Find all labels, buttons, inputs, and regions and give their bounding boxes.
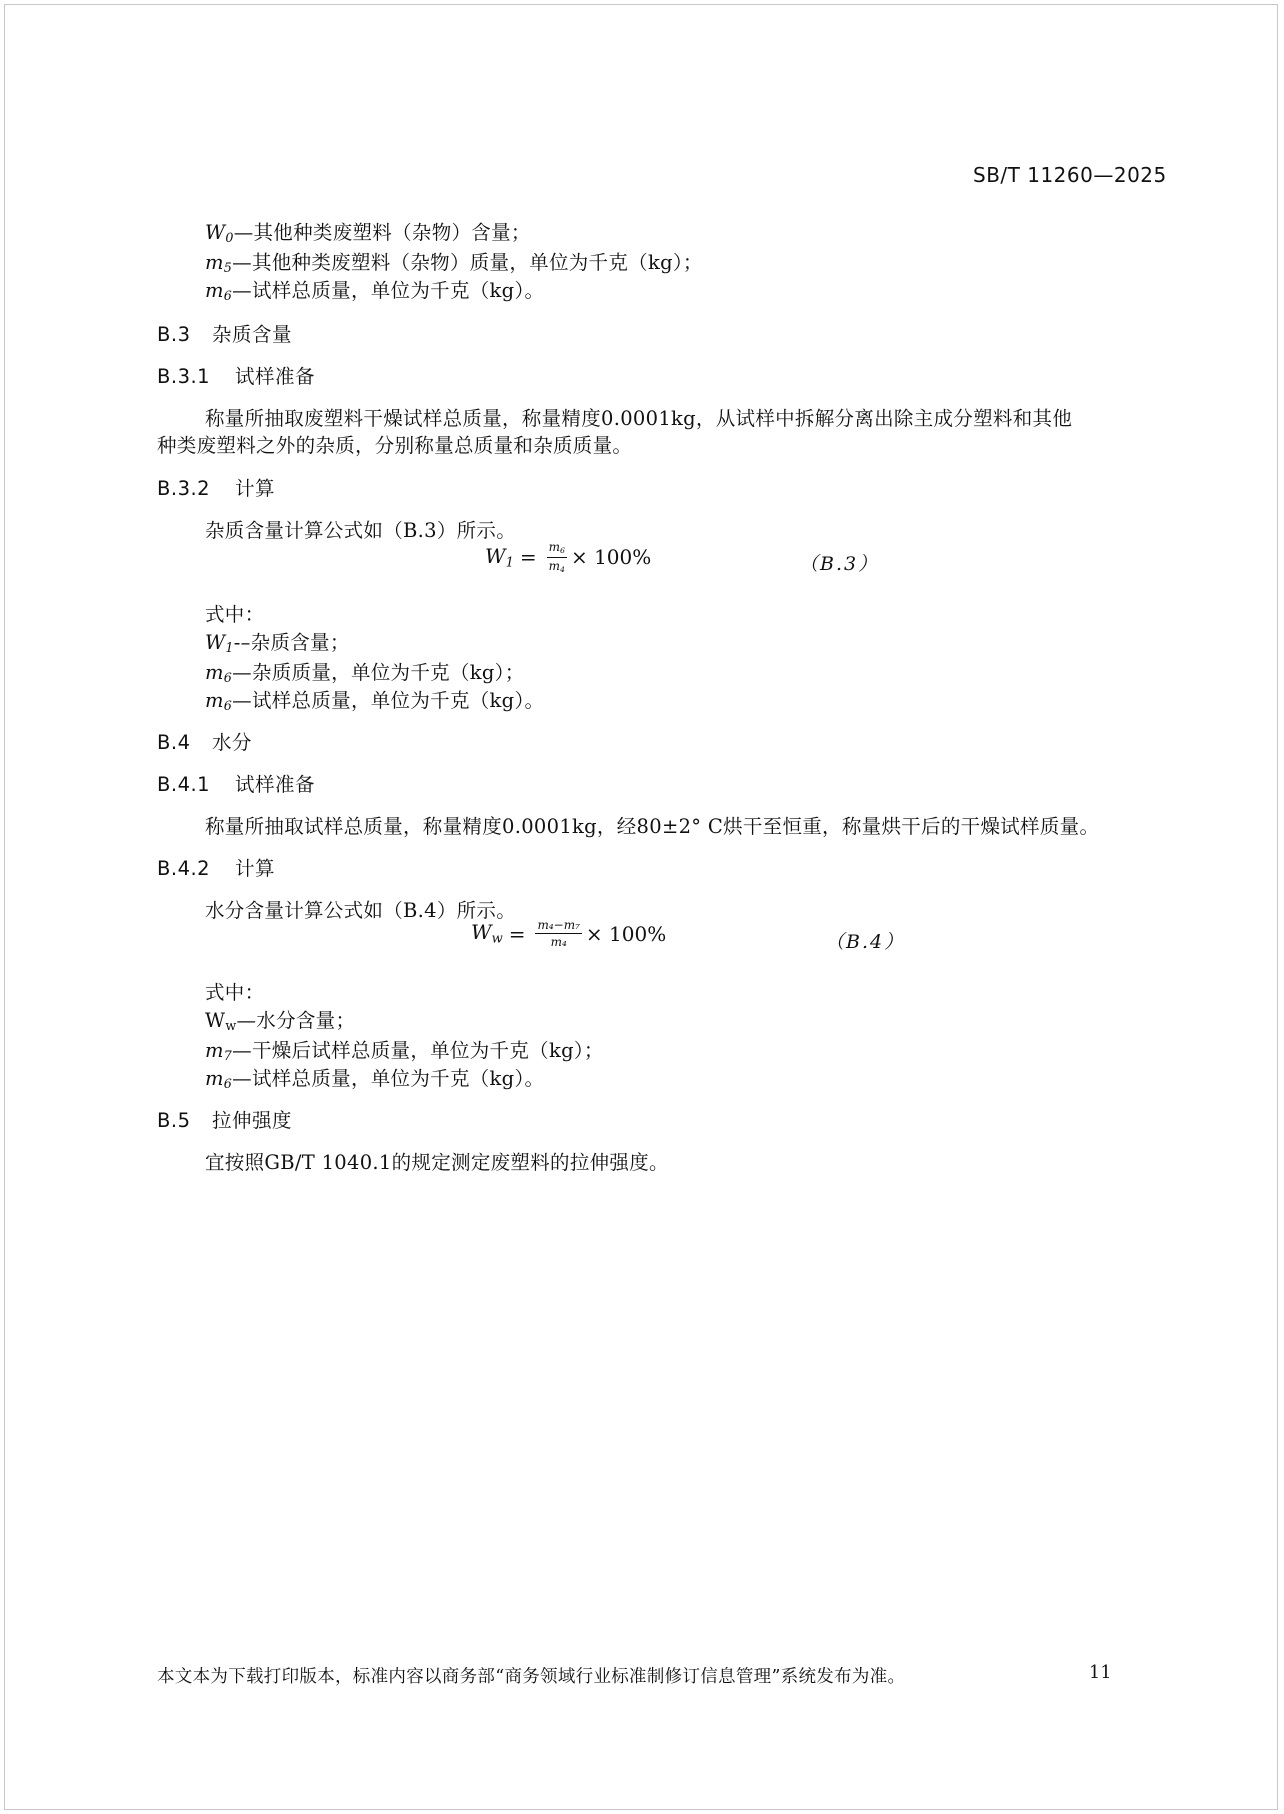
def-symbol: $W_0$: [205, 221, 234, 246]
section-title: 计算: [235, 857, 276, 880]
section-title: 拉伸强度: [212, 1109, 293, 1132]
where-label: 式中：: [205, 603, 265, 626]
def-line: [205, 627, 350, 655]
def-text: —水分含量；: [236, 1009, 356, 1032]
def-symbol: $W_1$: [205, 631, 234, 656]
def-symbol: $m_6$: [205, 689, 233, 714]
formula-lhs: $W_1$: [485, 544, 514, 571]
def-text: —试样总质量，单位为千克（kg）。: [232, 279, 545, 302]
def-line: [205, 685, 544, 713]
formula-rhs: × 100%: [570, 545, 652, 570]
def-text: —其他种类废塑料（杂物）质量，单位为千克（kg）；: [232, 251, 703, 274]
def-text: —试样总质量，单位为千克（kg）。: [232, 689, 545, 712]
def-line: [205, 275, 544, 303]
fraction: $\frac{m_6}{m_4}$: [548, 540, 565, 574]
footer-note: 本文本为下载打印版本，标准内容以商务部“商务领域行业标准制修订信息管理”系统发布为准。: [157, 1667, 906, 1687]
def-line: [205, 1063, 544, 1091]
def-line: [205, 1035, 604, 1063]
def-line: [205, 657, 525, 685]
paragraph-line: 种类废塑料之外的杂质，分别称量总质量和杂质质量。: [157, 434, 633, 457]
section-number: B.3.1: [157, 365, 211, 388]
section-heading-b5: [157, 1105, 292, 1133]
where-label: 式中：: [205, 981, 265, 1004]
def-line: [205, 247, 703, 275]
section-heading-b42: [157, 853, 275, 881]
section-heading-b32: [157, 473, 275, 501]
section-title: 杂质含量: [212, 323, 293, 346]
section-number: B.3.2: [157, 477, 211, 500]
formula-intro: 水分含量计算公式如（B.4）所示。: [205, 899, 517, 922]
def-text: —干燥后试样总质量，单位为千克（kg）；: [232, 1039, 604, 1062]
def-symbol: $m_6$: [205, 1067, 233, 1092]
def-symbol: $m_5$: [205, 251, 233, 276]
section-title: 试样准备: [235, 773, 316, 796]
def-symbol: $W_w$: [205, 1009, 237, 1034]
page-number: 11: [1089, 1663, 1112, 1683]
paragraph-line: 称量所抽取试样总质量，称量精度0.0001kg，经80±2° C烘干至恒重，称量烘干后的干燥试样质量。: [205, 815, 1100, 838]
section-number: B.4: [157, 731, 191, 754]
def-line: [205, 217, 531, 245]
def-symbol: $m_6$: [205, 661, 233, 686]
def-text: -–杂质含量；: [233, 631, 350, 654]
equation-number: （B.4）: [825, 931, 906, 953]
def-text: —杂质质量，单位为千克（kg）；: [232, 661, 525, 684]
section-heading-b41: [157, 769, 315, 797]
section-title: 水分: [212, 731, 253, 754]
equation-number: （B.3）: [799, 553, 880, 575]
section-heading-b3: [157, 319, 292, 347]
formula-b3: [485, 541, 651, 573]
section-number: B.3: [157, 323, 191, 346]
equals-sign: =: [519, 545, 537, 570]
section-number: B.4.2: [157, 857, 211, 880]
paragraph-line: 宜按照GB/T 1040.1的规定测定废塑料的拉伸强度。: [205, 1151, 669, 1174]
formula-b4: [471, 919, 666, 948]
def-symbol: $m_7$: [205, 1039, 233, 1064]
formula-rhs: × 100%: [585, 921, 667, 946]
equals-sign: =: [508, 921, 526, 946]
formula-intro: 杂质含量计算公式如（B.3）所示。: [205, 519, 517, 542]
standard-number: SB/T 11260—2025: [973, 163, 1167, 187]
fraction: $\frac{\text{m₄−m₇}}{\text{m₄}}$: [537, 918, 580, 949]
document-page: [4, 4, 1278, 1810]
def-text: —试样总质量，单位为千克（kg）。: [232, 1067, 545, 1090]
section-heading-b31: [157, 361, 315, 389]
def-line: [205, 1005, 355, 1033]
section-number: B.5: [157, 1109, 191, 1132]
section-title: 计算: [235, 477, 276, 500]
section-number: B.4.1: [157, 773, 211, 796]
formula-lhs: $W_w$: [471, 920, 503, 947]
def-text: —其他种类废塑料（杂物）含量；: [233, 221, 531, 244]
section-title: 试样准备: [235, 365, 316, 388]
def-symbol: $m_6$: [205, 279, 233, 304]
section-heading-b4: [157, 727, 252, 755]
paragraph-line: 称量所抽取废塑料干燥试样总质量，称量精度0.0001kg，从试样中拆解分离出除主成分塑料和其他: [205, 407, 1073, 430]
